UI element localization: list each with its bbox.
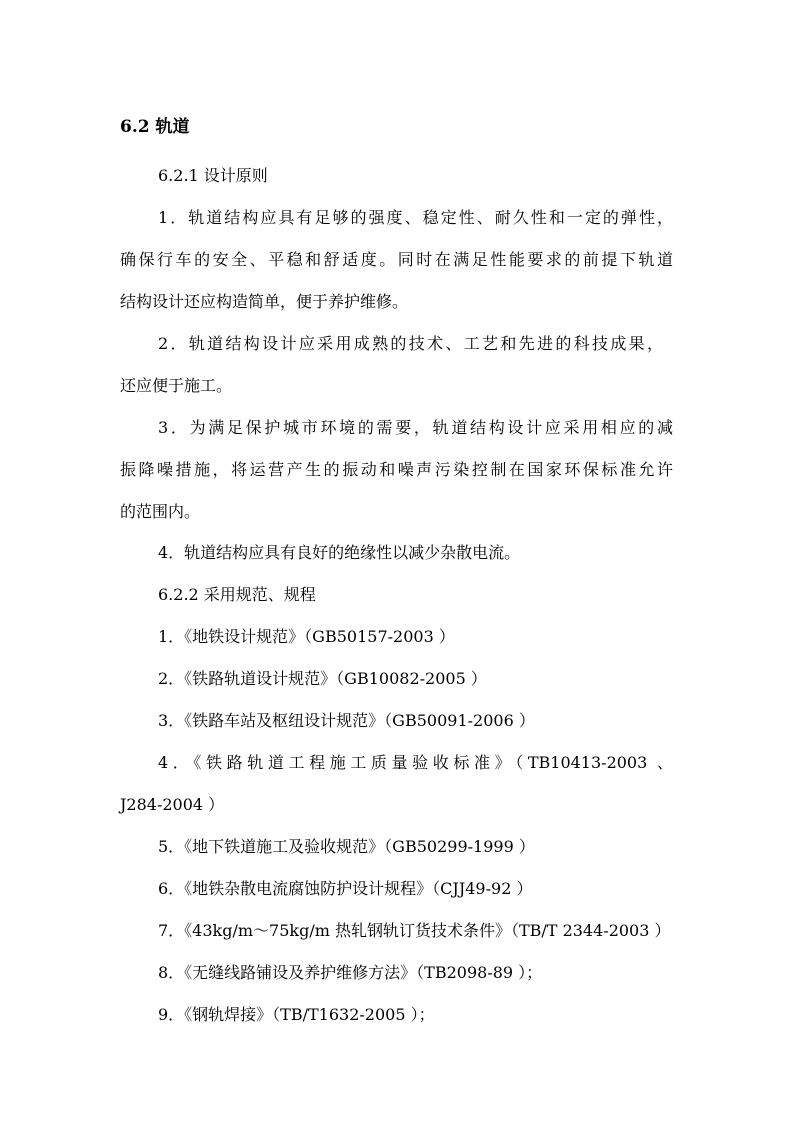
- section-title: 6.2 轨道: [120, 117, 190, 137]
- principle-1-line-2: 确保行车的安全、平稳和舒适度。同时在满足性能要求的前提下轨道: [120, 250, 673, 269]
- principle-3-line-1: 3．为满足保护城市环境的需要，轨道结构设计应采用相应的减: [158, 418, 673, 437]
- principle-3-line-3: 的范围内。: [120, 502, 201, 521]
- principle-1-line-3: 结构设计还应构造简单，便于养护维修。: [120, 292, 409, 311]
- principle-2-line-2: 还应便于施工。: [120, 376, 233, 395]
- subsection-heading-design-principles: 6.2.1 设计原则: [158, 166, 268, 185]
- principle-1-line-1: 1．轨道结构应具有足够的强度、稳定性、耐久性和一定的弹性，: [158, 208, 673, 227]
- standard-item-3: 3．《铁路车站及枢纽设计规范》（GB50091-2006 ）: [158, 711, 535, 730]
- principle-3-line-2: 振降噪措施，将运营产生的振动和噪声污染控制在国家环保标准允许: [120, 460, 673, 479]
- standard-item-5: 5．《地下铁道施工及验收规范》（GB50299-1999 ）: [158, 837, 535, 856]
- standard-item-1: 1．《地铁设计规范》（GB50157-2003 ）: [158, 627, 455, 646]
- standard-item-9: 9．《钢轨焊接》（TB/T1632-2005 ）；: [158, 1005, 435, 1024]
- principle-4-line-1: 4．轨道结构应具有良好的绝缘性以减少杂散电流。: [158, 543, 521, 562]
- principle-2-line-1: 2．轨道结构设计应采用成熟的技术、工艺和先进的科技成果，: [158, 334, 663, 353]
- standard-item-6: 6．《地铁杂散电流腐蚀防护设计规程》（CJJ49-92 ）: [158, 879, 533, 898]
- subsection-heading-standards: 6.2.2 采用规范、规程: [158, 585, 316, 604]
- standard-item-7: 7．《43kg/m～75kg/m 热轧钢轨订货技术条件》（TB/T 2344-2003 ）: [158, 921, 671, 940]
- standard-item-4-line-2: J284-2004 ）: [120, 795, 225, 814]
- standard-item-8: 8．《无缝线路铺设及养护维修方法》（TB2098-89 ）；: [158, 963, 543, 982]
- standard-item-2: 2．《铁路轨道设计规范》（GB10082-2005 ）: [158, 669, 487, 688]
- standard-item-4-line-1: 4．《铁路轨道工程施工质量验收标准》（TB10413-2003 、: [158, 753, 673, 772]
